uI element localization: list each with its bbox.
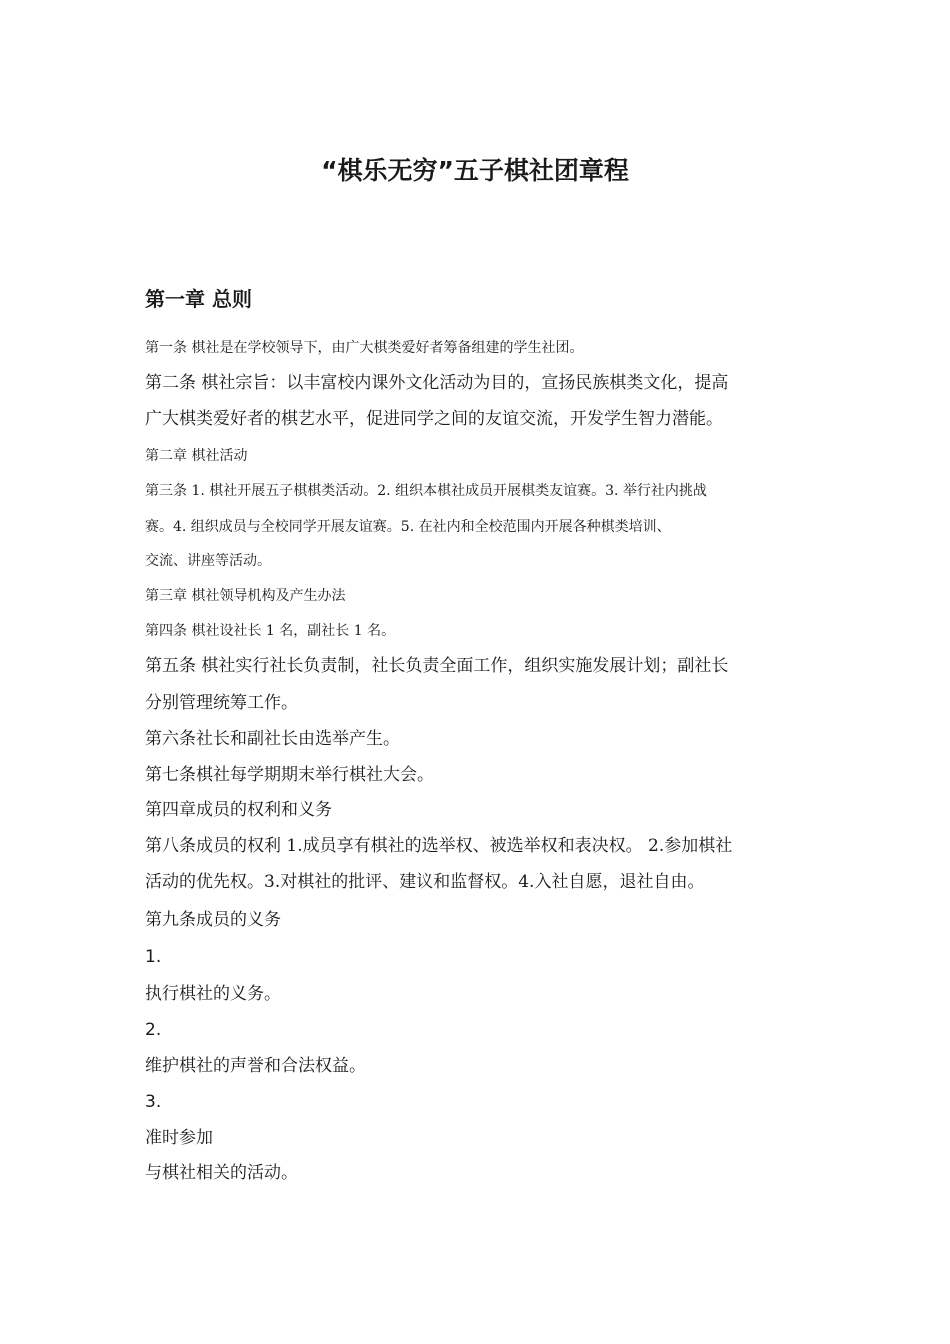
article-5-line-2: 分别管理统筹工作。 — [145, 693, 298, 713]
item-3-text-line-1: 准时参加 — [145, 1128, 213, 1148]
article-9: 第九条成员的义务 — [145, 910, 281, 930]
article-1: 第一条 棋社是在学校领导下，由广大棋类爱好者筹备组建的学生社团。 — [145, 340, 584, 356]
item-2-number: 2. — [145, 1020, 162, 1040]
article-7: 第七条棋社每学期期末举行棋社大会。 — [145, 765, 434, 785]
article-8-line-1: 第八条成员的权利 1.成员享有棋社的选举权、被选举权和表决权。 2.参加棋社 — [145, 836, 733, 856]
article-3-line-2: 赛。4. 组织成员与全校同学开展友谊赛。5. 在社内和全校范围内开展各种棋类培训、 — [145, 519, 671, 535]
item-3-number: 3. — [145, 1092, 162, 1112]
item-1-text: 执行棋社的义务。 — [145, 984, 281, 1004]
item-2-text: 维护棋社的声誉和合法权益。 — [145, 1056, 366, 1076]
chapter-2-heading: 第二章 棋社活动 — [145, 448, 248, 464]
item-1-number: 1. — [145, 947, 162, 967]
article-2-line-2: 广大棋类爱好者的棋艺水平，促进同学之间的友谊交流，开发学生智力潜能。 — [145, 409, 723, 429]
article-6: 第六条社长和副社长由选举产生。 — [145, 729, 400, 749]
chapter-3-heading: 第三章 棋社领导机构及产生办法 — [145, 588, 346, 604]
chapter-1-heading: 第一章 总则 — [145, 287, 252, 311]
item-3-text-line-2: 与棋社相关的活动。 — [145, 1163, 298, 1183]
article-3-line-1: 第三条 1. 棋社开展五子棋棋类活动。2. 组织本棋社成员开展棋类友谊赛。3. 举行社内挑战 — [145, 483, 707, 499]
article-2-line-1: 第二条 棋社宗旨：以丰富校内课外文化活动为目的，宣扬民族棋类文化，提高 — [145, 373, 729, 393]
article-4: 第四条 棋社设社长 1 名，副社长 1 名。 — [145, 623, 396, 639]
chapter-4-heading: 第四章成员的权利和义务 — [145, 800, 332, 820]
article-8-line-2: 活动的优先权。3.对棋社的批评、建议和监督权。4.入社自愿，退社自由。 — [145, 872, 705, 892]
document-title: “棋乐无穷”五子棋社团章程 — [321, 156, 629, 185]
article-3-line-3: 交流、讲座等活动。 — [145, 553, 271, 569]
article-5-line-1: 第五条 棋社实行社长负责制，社长负责全面工作，组织实施发展计划；副社长 — [145, 656, 729, 676]
